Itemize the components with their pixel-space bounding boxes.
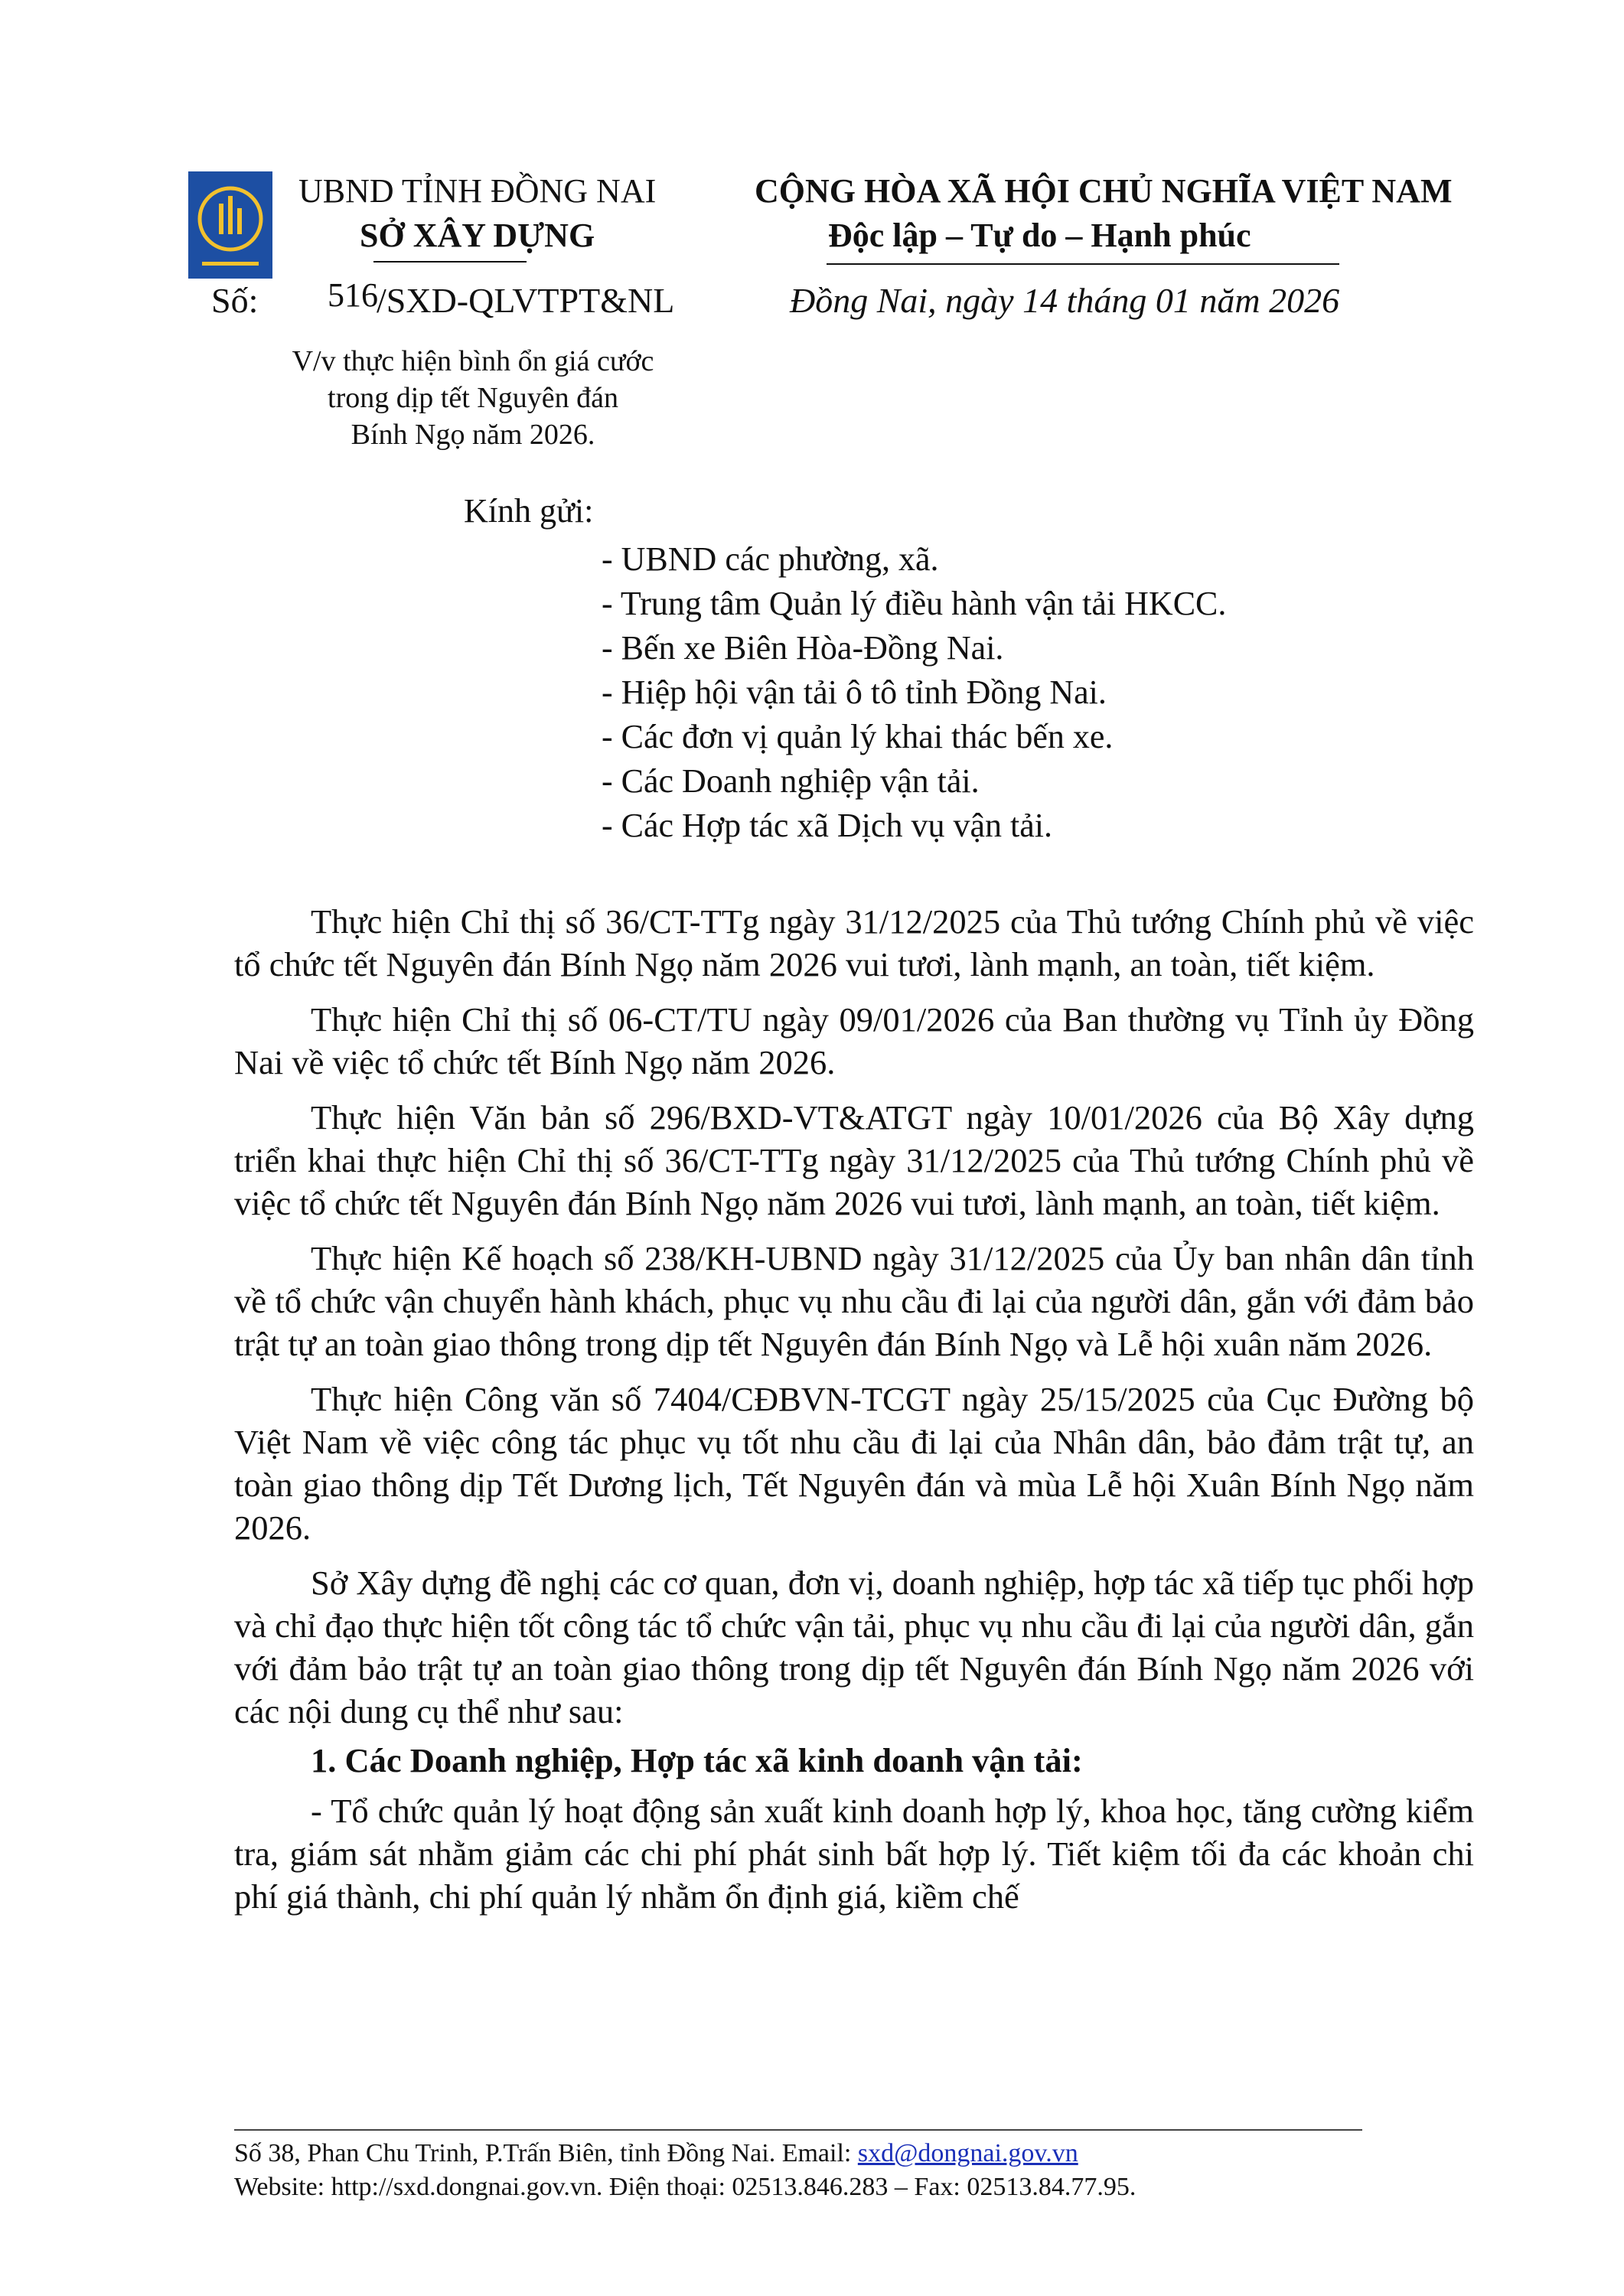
recipient-list <box>602 537 1226 848</box>
document-number: 516 <box>328 276 378 314</box>
document-subject <box>259 343 687 453</box>
body-paragraph: Thực hiện Kế hoạch số 238/KH-UBND ngày 31/12/2025 của Ủy ban nhân dân tỉnh về tổ chức vận chuyển hành khách, phục vụ nhu cầu đi lại của người dân, gắn với đảm bảo trật tự an toàn giao thông trong dịp tết Nguyên đán Bính Ngọ và Lễ hội xuân năm 2026. <box>234 1239 1474 1363</box>
footer-email-link[interactable]: sxd@dongnai.gov.vn <box>857 2139 1078 2167</box>
document-body <box>234 900 1474 1930</box>
department-underline <box>373 261 527 263</box>
recipient-item: - Các Doanh nghiệp vận tải. <box>602 762 980 800</box>
recipient-item: - Trung tâm Quản lý điều hành vận tải HKCC. <box>602 585 1227 622</box>
agency-name: UBND TỈNH ĐỒNG NAI <box>298 172 657 210</box>
department-name: SỞ XÂY DỰNG <box>360 217 595 254</box>
section-heading: 1. Các Doanh nghiệp, Hợp tác xã kinh doanh vận tải: <box>311 1741 1083 1779</box>
body-paragraph: Thực hiện Chỉ thị số 06-CT/TU ngày 09/01/2026 của Ban thường vụ Tỉnh ủy Đồng Nai về việc tổ chức tết Bính Ngọ năm 2026. <box>234 1000 1474 1081</box>
footer-address-text: Số 38, Phan Chu Trinh, P.Trấn Biên, tỉnh Đồng Nai. Email: <box>234 2139 858 2167</box>
recipient-item: - Các đơn vị quản lý khai thác bến xe. <box>602 718 1114 755</box>
recipient-item: - Các Hợp tác xã Dịch vụ vận tải. <box>602 807 1052 844</box>
subject-line: Bính Ngọ năm 2026. <box>351 419 595 451</box>
footer-contact: Website: http://sxd.dongnai.gov.vn. Điện thoại: 02513.846.283 – Fax: 02513.84.77.95. <box>234 2173 1136 2201</box>
recipient-item: - Bến xe Biên Hòa-Đồng Nai. <box>602 629 1004 667</box>
document-code: /SXD-QLVTPT&NL <box>377 281 675 320</box>
country-name: CỘNG HÒA XÃ HỘI CHỦ NGHĨA VIỆT NAM <box>755 172 1453 210</box>
body-paragraph: Thực hiện Văn bản số 296/BXD-VT&ATGT ngày 10/01/2026 của Bộ Xây dựng triển khai thực hiện Chỉ thị số 36/CT-TTg ngày 31/12/2025 của Thủ tướng Chính phủ về việc tổ chức tết Nguyên đán Bính Ngọ năm 2026 vui tươi, lành mạnh, an toàn, tiết kiệm. <box>234 1098 1474 1222</box>
recipient-item: - UBND các phường, xã. <box>602 540 939 578</box>
recipient-item: - Hiệp hội vận tải ô tô tỉnh Đồng Nai. <box>602 673 1107 711</box>
footer-divider <box>234 2129 1362 2131</box>
ministry-logo-icon <box>188 171 272 279</box>
body-paragraph: Sở Xây dựng đề nghị các cơ quan, đơn vị, doanh nghiệp, hợp tác xã tiếp tục phối hợp và chỉ đạo thực hiện tốt công tác tổ chức vận tải, phục vụ nhu cầu đi lại của người dân, gắn với đảm bảo trật tự an toàn giao thông trong dịp tết Nguyên đán Bính Ngọ năm 2026 với các nội dung cụ thể như sau: <box>234 1564 1474 1730</box>
recipients-label: Kính gửi: <box>464 492 594 530</box>
section-paragraph: - Tổ chức quản lý hoạt động sản xuất kinh doanh hợp lý, khoa học, tăng cường kiểm tra, giám sát nhằm giảm các chi phí phát sinh bất hợp lý. Tiết kiệm tối đa các khoản chi phí giá thành, chi phí quản lý nhằm ổn định giá, kiềm chế <box>234 1792 1474 1916</box>
subject-line: V/v thực hiện bình ổn giá cước <box>292 345 654 377</box>
subject-line: trong dịp tết Nguyên đán <box>328 382 618 414</box>
place-and-date: Đồng Nai, ngày 14 tháng 01 năm 2026 <box>790 281 1340 320</box>
document-number-label: Số: <box>211 281 259 320</box>
body-paragraph: Thực hiện Chỉ thị số 36/CT-TTg ngày 31/12/2025 của Thủ tướng Chính phủ về việc tổ chức tết Nguyên đán Bính Ngọ năm 2026 vui tươi, lành mạnh, an toàn, tiết kiệm. <box>234 902 1474 983</box>
national-motto: Độc lập – Tự do – Hạnh phúc <box>828 217 1251 254</box>
body-paragraph: Thực hiện Công văn số 7404/CĐBVN-TCGT ngày 25/15/2025 của Cục Đường bộ Việt Nam về việc công tác phục vụ tốt nhu cầu đi lại của Nhân dân, bảo đảm trật tự, an toàn giao thông dịp Tết Dương lịch, Tết Nguyên đán và mùa Lễ hội Xuân Bính Ngọ năm 2026. <box>234 1380 1474 1547</box>
footer-address <box>234 2137 1078 2170</box>
motto-underline <box>827 263 1339 265</box>
